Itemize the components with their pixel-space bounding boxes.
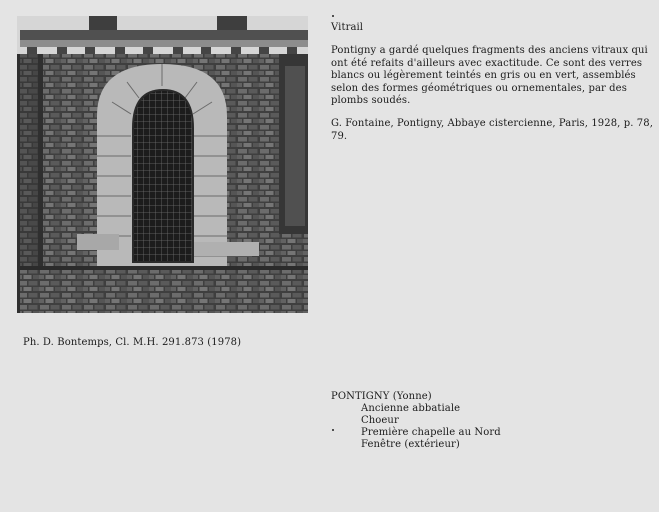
location-line-chapel: Première chapelle au Nord: [361, 427, 501, 438]
location-line-detail: Fenêtre (extérieur): [361, 439, 460, 450]
bibliographic-reference: G. Fontaine, Pontigny, Abbaye cistercienne, Paris, 1928, p. 78, 79.: [331, 118, 653, 142]
photo-window-exterior: [17, 16, 308, 313]
location-line-building: Ancienne abbatiale: [361, 403, 461, 414]
bullet-dot: [332, 429, 334, 431]
location-place: PONTIGNY (Yonne): [331, 391, 432, 402]
photo-credit: Ph. D. Bontemps, Cl. M.H. 291.873 (1978): [23, 337, 242, 348]
notice-body: Pontigny a gardé quelques fragments des anciens vitraux qui ont été refaits d'ailleurs avec exactitude. Ce sont des verres blancs ou légèrement teintés en gris ou en vert, assemblés selon des formes géométriques ou ornementales, par des plombs soudés.: [331, 45, 648, 106]
bullet-dot: [332, 15, 334, 17]
location-line-part: Choeur: [361, 415, 399, 426]
notice-title: Vitrail: [331, 22, 364, 33]
